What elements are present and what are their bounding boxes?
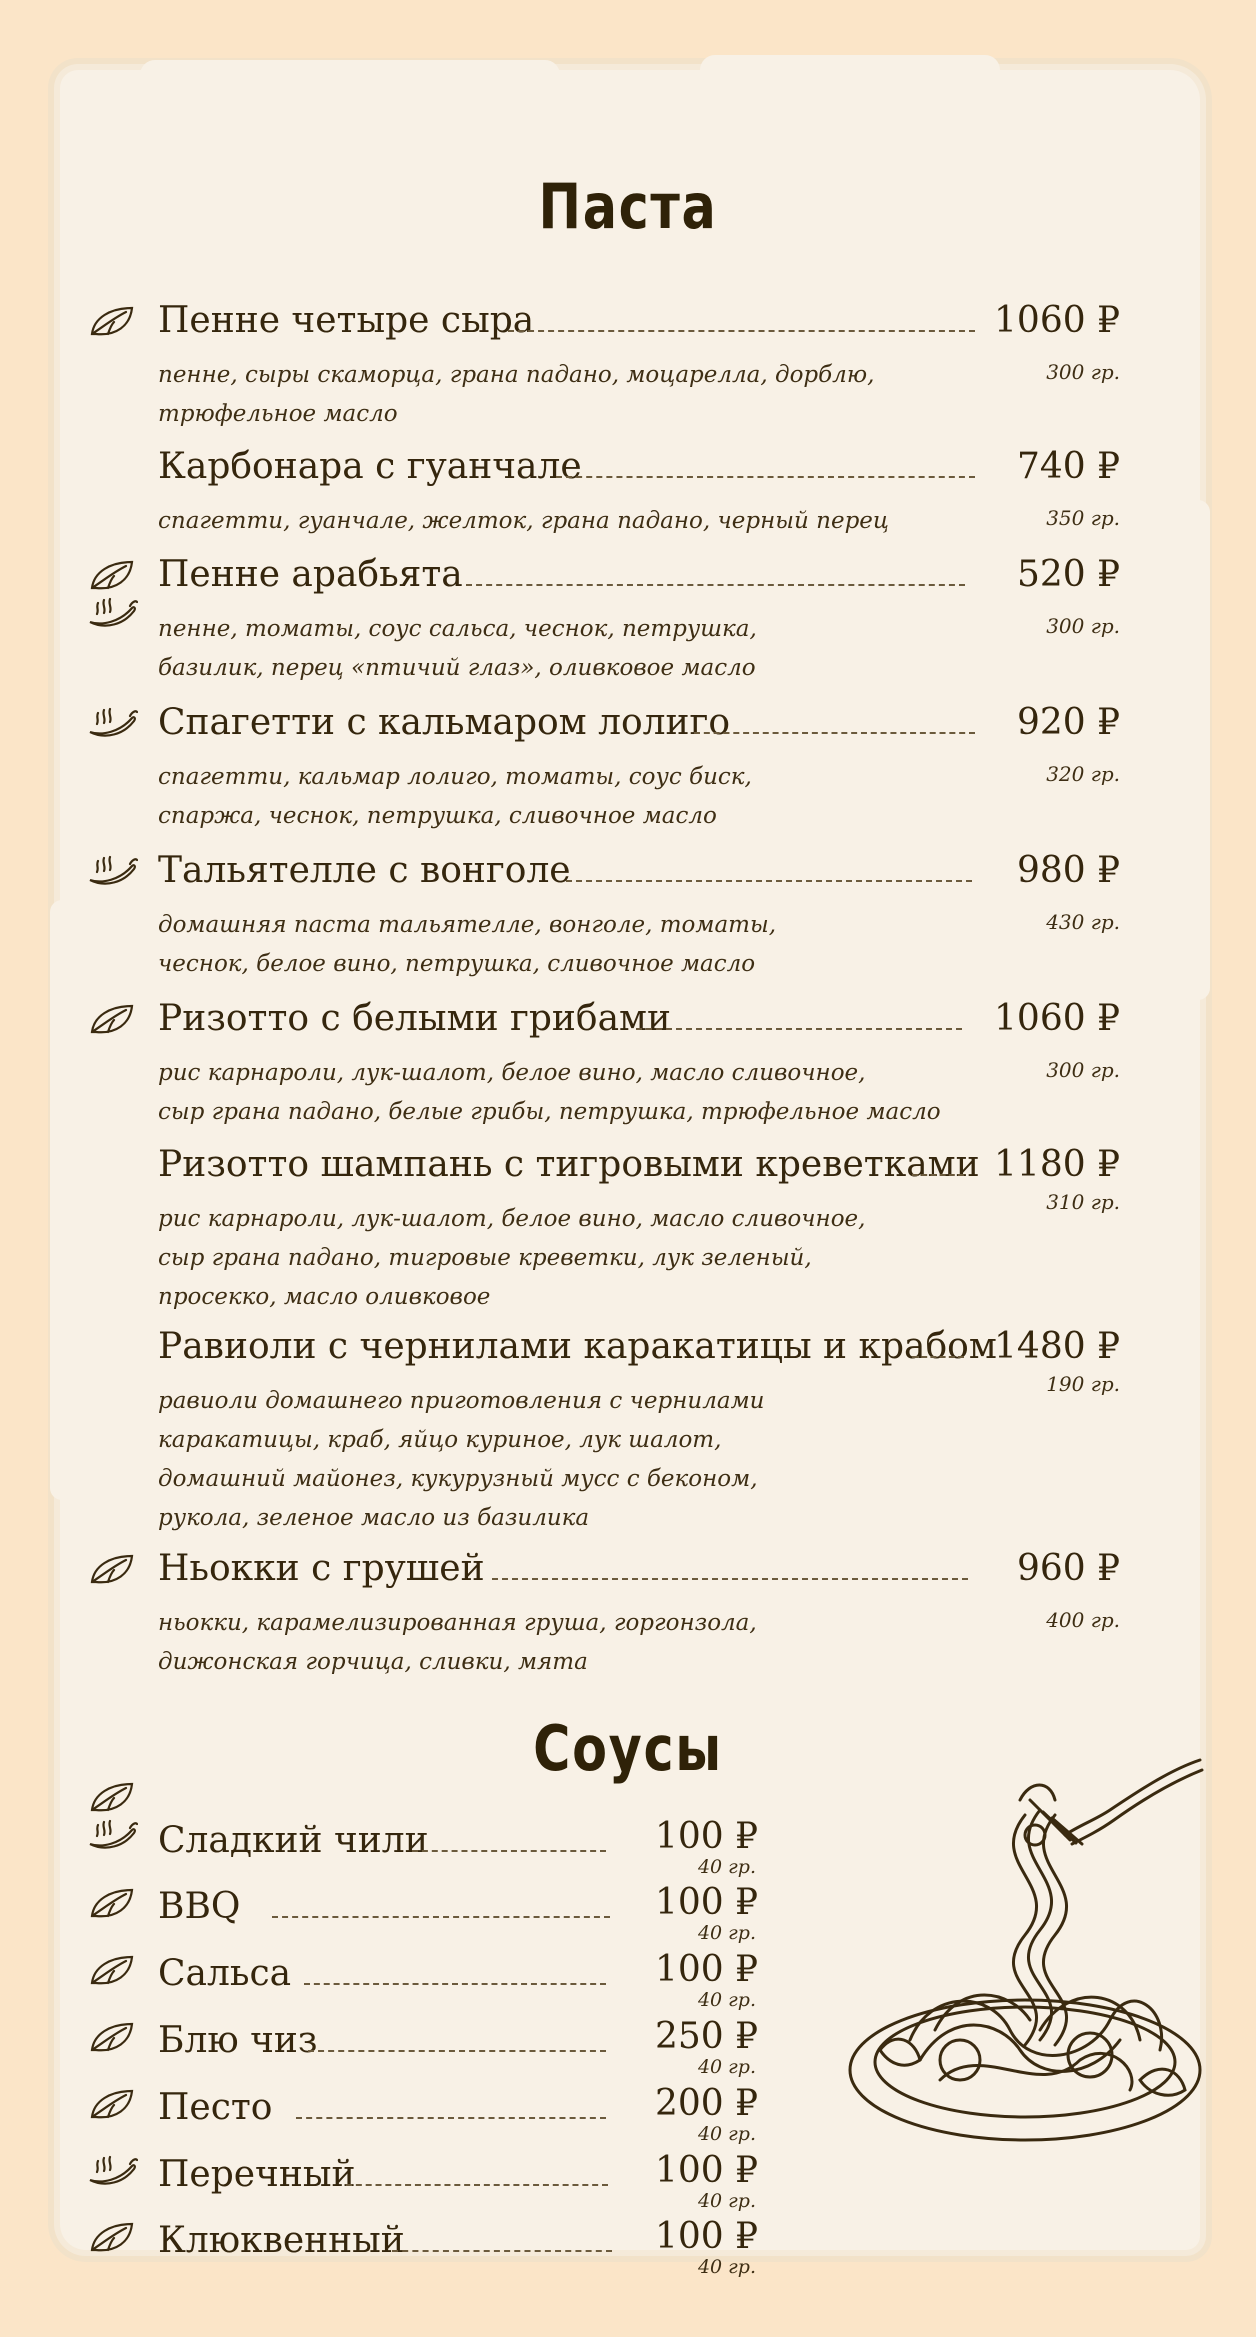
description-line: спаржа, чеснок, петрушка, сливочное масло (158, 803, 717, 829)
dish-weight: 400 гр. (1046, 1608, 1120, 1632)
vegetarian-leaf-icon (86, 1002, 138, 1036)
dish-weight: 190 гр. (1046, 1372, 1120, 1396)
dotted-leader (296, 2117, 606, 2119)
dish-description (158, 1604, 978, 1682)
dotted-leader (556, 476, 975, 478)
description-line: сыр грана падано, тигровые креветки, лук зеленый, (158, 1245, 812, 1271)
dish-weight: 300 гр. (1046, 360, 1120, 384)
vegetarian-leaf-icon (86, 558, 138, 592)
description-line: пенне, томаты, соус сальса, чеснок, петрушка, (158, 616, 757, 642)
dotted-leader (304, 1983, 606, 1985)
sauce-name: Сладкий чили (158, 1820, 429, 1861)
dotted-leader (466, 584, 965, 586)
description-line: рис карнароли, лук-шалот, белое вино, масло сливочное, (158, 1060, 866, 1086)
vegetarian-leaf-icon (86, 1552, 138, 1586)
dish-icons (86, 1002, 150, 1040)
sauce-name: BBQ (158, 1886, 241, 1927)
dotted-leader (636, 1028, 962, 1030)
sauce-name: Клюквенный (158, 2220, 405, 2261)
dish-price: 740 ₽ (1016, 446, 1120, 487)
dotted-leader (492, 1578, 968, 1580)
dish-price: 980 ₽ (1016, 850, 1120, 891)
sauce-weight: 40 гр. (697, 2256, 756, 2278)
sauce-name: Перечный (158, 2154, 356, 2195)
pasta-plate-illustration (840, 1740, 1210, 2160)
dish-name: Ризотто с белыми грибами (158, 998, 672, 1039)
dish-name: Тальятелле с вонголе (158, 850, 571, 891)
vegetarian-leaf-icon (86, 1780, 138, 1814)
dish-price: 1060 ₽ (994, 300, 1120, 341)
dish-name: Равиоли с чернилами каракатицы и крабом (158, 1326, 997, 1367)
sauce-price: 200 ₽ (654, 2083, 758, 2124)
description-line: чеснок, белое вино, петрушка, сливочное масло (158, 951, 756, 977)
sauce-icons (86, 1953, 150, 1991)
description-line: сыр грана падано, белые грибы, петрушка, трюфельное масло (158, 1099, 941, 1125)
dish-icons (86, 1552, 150, 1590)
dish-description (158, 1200, 978, 1317)
spicy-pepper-icon (86, 1818, 138, 1852)
dotted-leader (392, 2250, 612, 2252)
description-line: рукола, зеленое масло из базилика (158, 1505, 590, 1531)
description-line: спагетти, кальмар лолиго, томаты, соус биск, (158, 764, 752, 790)
sauce-price: 250 ₽ (654, 2016, 758, 2057)
sauce-weight: 40 гр. (697, 1856, 756, 1878)
dish-description (158, 1382, 978, 1538)
spicy-pepper-icon (86, 706, 138, 740)
dish-description (158, 1054, 978, 1132)
sauce-price: 100 ₽ (654, 1949, 758, 1990)
sauce-weight: 40 гр. (697, 1922, 756, 1944)
sauce-weight: 40 гр. (697, 2056, 756, 2078)
pasta-section-title: Паста (538, 170, 718, 243)
description-line: домашний майонез, кукурузный мусс с беконом, (158, 1466, 758, 1492)
dotted-leader (308, 2050, 606, 2052)
sauce-price: 100 ₽ (654, 2216, 758, 2257)
dish-icons (86, 558, 150, 634)
sauce-weight: 40 гр. (697, 2190, 756, 2212)
description-line: пенне, сыры скаморца, грана падано, моцарелла, дорблю, (158, 362, 875, 388)
dish-description (158, 356, 978, 434)
spicy-pepper-icon (86, 2154, 138, 2188)
description-line: спагетти, гуанчале, желток, грана падано, черный перец (158, 508, 889, 534)
description-line: домашняя паста тальятелле, вонголе, томаты, (158, 912, 777, 938)
sauce-icons (86, 2020, 150, 2058)
dish-icons (86, 854, 150, 892)
sauce-icons (86, 2154, 150, 2192)
dish-name: Спагетти с кальмаром лолиго (158, 702, 731, 743)
dish-weight: 430 гр. (1046, 910, 1120, 934)
sauce-price: 100 ₽ (654, 1816, 758, 1857)
dish-price: 960 ₽ (1016, 1548, 1120, 1589)
dish-icons (86, 304, 150, 342)
dish-name: Пенне четыре сыра (158, 300, 535, 341)
dish-weight: 320 гр. (1046, 762, 1120, 786)
sauce-name: Сальса (158, 1953, 292, 1994)
sauce-name: Блю чиз (158, 2020, 318, 2061)
dish-description (158, 502, 978, 541)
sauce-weight: 40 гр. (697, 1989, 756, 2011)
dotted-leader (694, 732, 975, 734)
vegetarian-leaf-icon (86, 1886, 138, 1920)
sauce-icons (86, 2220, 150, 2258)
dish-price: 1180 ₽ (994, 1144, 1120, 1185)
description-line: дижонская горчица, сливки, мята (158, 1649, 588, 1675)
vegetarian-leaf-icon (86, 2020, 138, 2054)
dotted-leader (272, 1916, 610, 1918)
dotted-leader (912, 1356, 964, 1358)
dish-price: 520 ₽ (1016, 554, 1120, 595)
dish-weight: 310 гр. (1046, 1190, 1120, 1214)
dish-weight: 300 гр. (1046, 614, 1120, 638)
sauce-icons (86, 2087, 150, 2125)
description-line: ньокки, карамелизированная груша, горгонзола, (158, 1610, 757, 1636)
dish-price: 1060 ₽ (994, 998, 1120, 1039)
description-line: просекко, масло оливковое (158, 1284, 491, 1310)
description-line: рис карнароли, лук-шалот, белое вино, масло сливочное, (158, 1206, 866, 1232)
dotted-leader (346, 2184, 608, 2186)
dish-name: Пенне арабьята (158, 554, 463, 595)
spicy-pepper-icon (86, 854, 138, 888)
description-line: трюфельное масло (158, 401, 398, 427)
vegetarian-leaf-icon (86, 2087, 138, 2121)
spicy-pepper-icon (86, 596, 138, 630)
sauce-icons (86, 1780, 150, 1856)
dish-weight: 350 гр. (1046, 506, 1120, 530)
vegetarian-leaf-icon (86, 1953, 138, 1987)
sauce-price: 100 ₽ (654, 2150, 758, 2191)
dish-description (158, 758, 978, 836)
description-line: равиоли домашнего приготовления с чернилами (158, 1388, 765, 1414)
dotted-leader (412, 1850, 606, 1852)
dotted-leader (912, 1174, 964, 1176)
sauce-name: Песто (158, 2087, 273, 2128)
sauce-price: 100 ₽ (654, 1882, 758, 1923)
dish-name: Карбонара с гуанчале (158, 446, 582, 487)
dish-icons (86, 706, 150, 744)
sauces-section-title: Соусы (533, 1712, 723, 1785)
dish-price: 920 ₽ (1016, 702, 1120, 743)
dotted-leader (508, 330, 975, 332)
vegetarian-leaf-icon (86, 2220, 138, 2254)
vegetarian-leaf-icon (86, 304, 138, 338)
description-line: базилик, перец «птичий глаз», оливковое масло (158, 655, 756, 681)
dish-weight: 300 гр. (1046, 1058, 1120, 1082)
dish-price: 1480 ₽ (994, 1326, 1120, 1367)
description-line: каракатицы, краб, яйцо куриное, лук шалот, (158, 1427, 722, 1453)
dotted-leader (566, 880, 972, 882)
sauce-weight: 40 гр. (697, 2123, 756, 2145)
sauce-icons (86, 1886, 150, 1924)
dish-description (158, 906, 978, 984)
dish-description (158, 610, 978, 688)
dish-name: Ньокки с грушей (158, 1548, 485, 1589)
dish-name: Ризотто шампань с тигровыми креветками (158, 1144, 980, 1185)
